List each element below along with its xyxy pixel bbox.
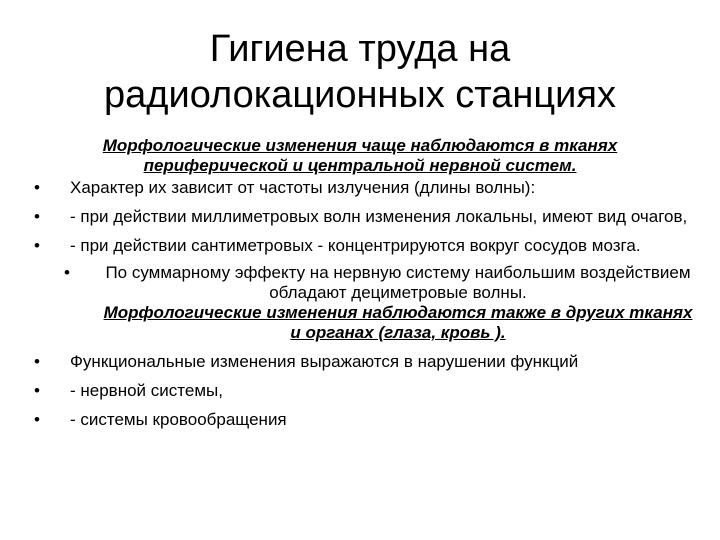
list-item-text: Функциональные изменения выражаются в нарушении функций	[70, 352, 579, 371]
title-line-2: радиолокационных станциях	[104, 74, 616, 116]
sub-list-item-text: По суммарному эффекту на нервную систему наибольшим воздействием обладают дециметровые волны.	[105, 263, 691, 302]
bullet-icon: •	[64, 263, 70, 282]
slide-title	[40, 26, 680, 118]
bullet-icon: •	[34, 410, 40, 429]
list-item	[34, 352, 694, 372]
bullet-icon: •	[34, 352, 40, 371]
bullet-icon: •	[34, 381, 40, 400]
emphasis-text: Морфологические изменения наблюдаются также в других тканях и органах (глаза, кровь ).	[103, 303, 693, 342]
bullet-icon: •	[34, 236, 40, 255]
list-item-text: - при действии миллиметровых волн изменения локальны, имеют вид очагов,	[70, 207, 688, 226]
list-item-text: Характер их зависит от частоты излучения (длины волны):	[70, 178, 536, 197]
list-item-text: - при действии сантиметровых - концентрируются вокруг сосудов мозга.	[70, 236, 641, 255]
list-item	[34, 178, 694, 198]
slide-subtitle: Морфологические изменения чаще наблюдаются в тканях периферической и центральной нервной систем.	[102, 136, 618, 175]
sub-list-item	[34, 263, 694, 343]
bullet-icon: •	[34, 178, 40, 197]
list-item-text: - нервной системы,	[70, 381, 223, 400]
list-item	[34, 207, 694, 227]
title-line-1: Гигиена труда на	[209, 28, 511, 70]
bullet-list	[34, 178, 694, 439]
list-item	[34, 410, 694, 430]
list-item-text: - системы кровообращения	[70, 410, 287, 429]
list-item	[34, 381, 694, 401]
list-item	[34, 236, 694, 256]
bullet-icon: •	[34, 207, 40, 226]
